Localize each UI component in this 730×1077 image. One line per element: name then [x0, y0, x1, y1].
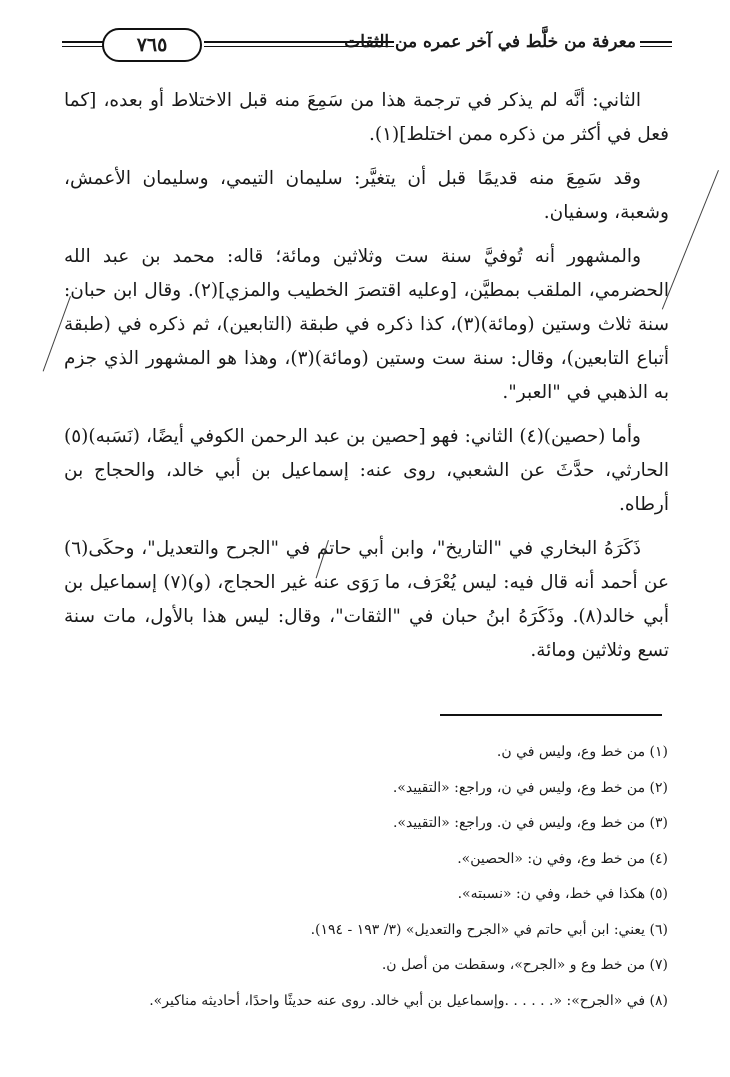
footnote-8: (٨) في «الجرح»: «. . . . . .وإسماعيل بن أبي خالد. روى عنه حديثًا واحدًا، أحاديثه مناكير». [149, 992, 668, 1009]
page-header [62, 28, 672, 64]
footnote-divider [440, 714, 662, 716]
paragraph-4: وأما (حصين)(٤) الثاني: فهو [حصين بن عبد الرحمن الكوفي أيضًا، (نَسَبه)(٥) الحارثي، حدَّثَ عن الشعبي، روى عنه: إسماعيل بن أبي خالد، والحجاج بن أرطاه. [64, 426, 669, 515]
footnote-5: (٥) هكذا في خط، وفي ن: «نسبته». [457, 886, 668, 902]
paragraph-3: والمشهور أنه تُوفيَّ سنة ست وثلاثين ومائة؛ قاله: محمد بن عبد الله الحضرمي، الملقب بمطيَّن، [وعليه اقتصرَ الخطيب والمزي](٢). وقال ابن حبان: سنة ثلاث وستين (ومائة)(٣)، كذا ذكره في طبقة (التابعين)، ثم ذكره في (طبقة أتباع التابعين)، وقال: سنة ست وستين (ومائة)(٣)، وهذا هو المشهور الذي جزم به الذهبي في "العبر". [64, 246, 669, 403]
main-text [64, 84, 669, 678]
footnote-2: (٢) من خط وع، وليس في ن، وراجع: «التقييد». [392, 779, 668, 796]
paragraph-5: ذَكَرَهُ البخاري في "التاريخ"، وابن أبي حاتم في "الجرح والتعديل"، وحكَى(٦) عن أحمد أنه قال فيه: ليس يُعْرَف، ما رَوَى عنه غير الحجاج، (و)(٧) إسماعيل بن أبي خالد(٨). وذَكَرَهُ ابنُ حبان في "الثقات"، وقال: ليس هذا بالأول، مات سنة تسع وثلاثين ومائة. [64, 538, 669, 661]
footnote-3: (٣) من خط وع، وليس في ن. وراجع: «التقييد». [392, 815, 668, 831]
footnotes [64, 735, 668, 1019]
footnote-4: (٤) من خط وع، وفي ن: «الحصين». [457, 850, 668, 867]
margin-pen-stroke-1 [662, 170, 719, 309]
footnote-6: (٦) يعني: ابن أبي حاتم في «الجرح والتعديل» (٣/ ١٩٣ - ١٩٤). [310, 921, 668, 938]
header-rule-right [640, 41, 672, 47]
paragraph-1: الثاني: أنَّه لم يذكر في ترجمة هذا من سَمِعَ منه قبل الاختلاط أو بعده، [كما فعل في أكثر من ذكره ممن اختلط](١). [64, 90, 669, 145]
paragraph-2: وقد سَمِعَ منه قديمًا قبل أن يتغيَّر: سليمان التيمي، وسليمان الأعمش، وشعبة، وسفيان. [64, 168, 669, 223]
footnote-7: (٧) من خط وع و «الجرح»، وسقطت من أصل ن. [381, 957, 668, 973]
page-number: ٧٦٥ [102, 28, 202, 62]
footnote-1: (١) من خط وع، وليس في ن. [496, 744, 668, 760]
running-title: معرفة من خلَّط في آخر عمره من الثقات [344, 32, 636, 52]
